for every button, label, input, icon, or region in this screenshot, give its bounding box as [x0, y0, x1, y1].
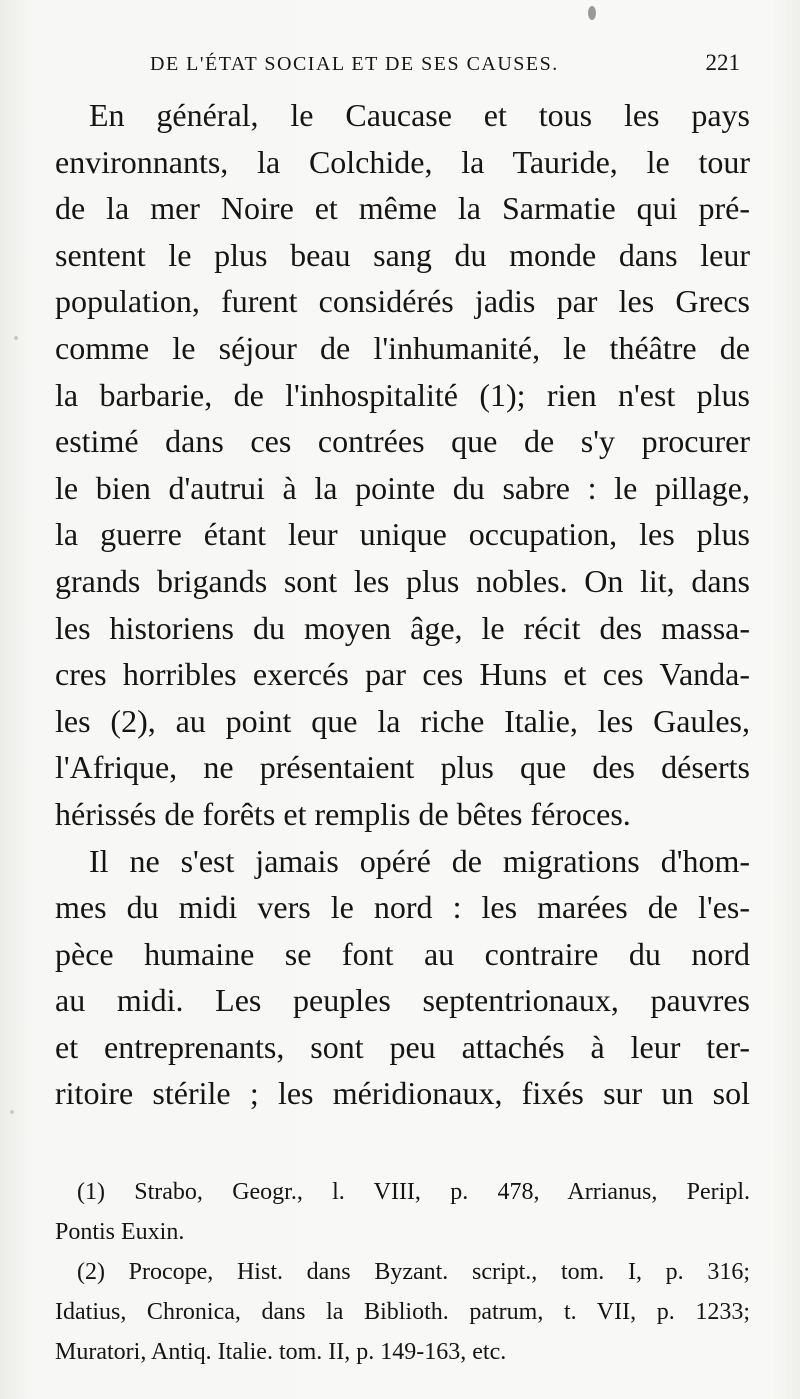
running-head — [150, 50, 740, 76]
body-text — [55, 92, 750, 1117]
footnote-line: Idatius, Chronica, dans la Biblioth. patrum, t. VII, p. 1233; — [55, 1299, 750, 1325]
text-line: mes du midi vers le nord : les marées de l'es- — [55, 889, 750, 926]
footnote-line: (1) Strabo, Geogr., l. VIII, p. 478, Arrianus, Peripl. — [77, 1179, 750, 1205]
page-number: 221 — [705, 50, 740, 75]
text-line: grands brigands sont les plus nobles. On lit, dans — [55, 562, 750, 599]
text-line: Il ne s'est jamais opéré de migrations d'hom- — [89, 842, 750, 879]
text-line: ritoire stérile ; les méridionaux, fixés sur un sol — [55, 1075, 750, 1112]
ink-speck — [14, 336, 18, 340]
text-line: pèce humaine se font au contraire du nord — [55, 935, 750, 972]
text-line: l'Afrique, ne présentaient plus que des déserts — [55, 749, 750, 786]
text-line: le bien d'autrui à la pointe du sabre : le pillage, — [55, 469, 750, 506]
text-line: environnants, la Colchide, la Tauride, le tour — [55, 143, 750, 180]
text-line: les (2), au point que la riche Italie, les Gaules, — [55, 702, 750, 739]
text-line: et entreprenants, sont peu attachés à leur ter- — [55, 1028, 750, 1065]
text-line: En général, le Caucase et tous les pays — [89, 97, 750, 133]
footnote-line: Pontis Euxin. — [55, 1219, 185, 1245]
running-title: DE L'ÉTAT SOCIAL ET DE SES CAUSES. — [150, 53, 559, 75]
ink-speck — [10, 1110, 14, 1114]
text-line: population, furent considérés jadis par les Grecs — [55, 283, 750, 320]
footnote-line: Muratori, Antiq. Italie. tom. II, p. 149-163, etc. — [55, 1339, 507, 1365]
text-line: la guerre étant leur unique occupation, les plus — [55, 516, 750, 553]
text-line: hérissés de forêts et remplis de bêtes féroces. — [55, 795, 631, 832]
text-line: sentent le plus beau sang du monde dans leur — [55, 236, 750, 273]
text-line: estimé dans ces contrées que de s'y procurer — [55, 423, 750, 460]
ink-speck — [588, 6, 596, 20]
footnotes — [55, 1172, 750, 1372]
text-line: au midi. Les peuples septentrionaux, pauvres — [55, 982, 750, 1019]
text-line: comme le séjour de l'inhumanité, le théâtre de — [55, 329, 750, 366]
text-line: cres horribles exercés par ces Huns et ces Vanda- — [55, 656, 750, 693]
footnote-line: (2) Procope, Hist. dans Byzant. script., tom. I, p. 316; — [77, 1259, 750, 1285]
text-line: la barbarie, de l'inhospitalité (1); rien n'est plus — [55, 376, 750, 413]
text-line: de la mer Noire et même la Sarmatie qui pré- — [55, 190, 750, 227]
text-line: les historiens du moyen âge, le récit des massa- — [55, 609, 750, 646]
